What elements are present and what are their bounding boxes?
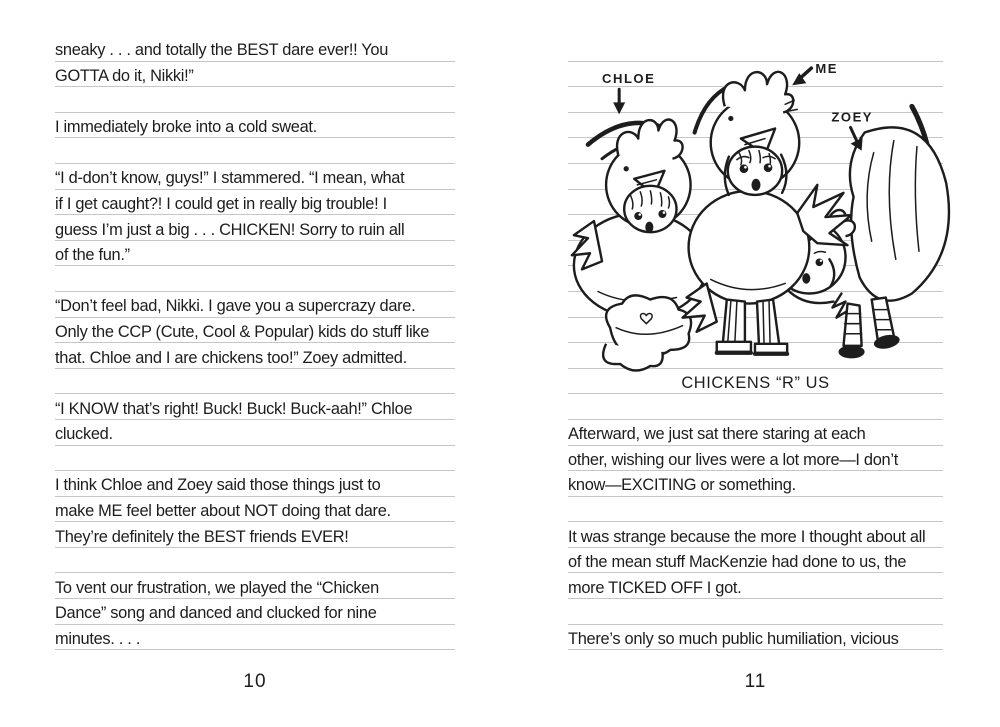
- me-figure: [683, 72, 852, 354]
- chloe-figure: [572, 120, 707, 371]
- text-line: other, wishing our lives were a lot more—I don’t: [568, 446, 943, 472]
- text-line: I immediately broke into a cold sweat.: [55, 113, 455, 139]
- text-line: [55, 138, 455, 164]
- chicken-costumes-illustration: [557, 44, 961, 376]
- label-me-text: ME: [815, 61, 838, 77]
- text-line: [55, 548, 455, 574]
- text-line: It was strange because the more I thought about all: [568, 522, 943, 548]
- text-line: that. Chloe and I are chickens too!” Zoey admitted.: [55, 343, 455, 369]
- text-line: of the mean stuff MacKenzie had done to us, the: [568, 548, 943, 574]
- text-line: [55, 87, 455, 113]
- text-line: make ME feel better about NOT doing that dare.: [55, 497, 455, 523]
- text-line: know—EXCITING or something.: [568, 471, 943, 497]
- text-line: CHICKENS “R” US: [568, 369, 943, 395]
- text-line: [55, 369, 455, 395]
- text-line: [55, 446, 455, 472]
- label-chloe-text: CHLOE: [602, 71, 656, 87]
- label-zoey-text: ZOEY: [831, 109, 874, 125]
- text-line: Afterward, we just sat there staring at each: [568, 420, 943, 446]
- text-line: [55, 266, 455, 292]
- text-line: “I d-don’t know, guys!” I stammered. “I mean, what: [55, 164, 455, 190]
- text-line: guess I’m just a big . . . CHICKEN! Sorry to ruin all: [55, 215, 455, 241]
- text-line: To vent our frustration, we played the “Chicken: [55, 573, 455, 599]
- text-line: [568, 497, 943, 523]
- text-line: clucked.: [55, 420, 455, 446]
- text-line: sneaky . . . and totally the BEST dare ever!! You: [55, 36, 455, 62]
- text-line: if I get caught?! I could get in really big trouble! I: [55, 190, 455, 216]
- text-line: There’s only so much public humiliation, vicious: [568, 625, 943, 651]
- page-number: 11: [744, 671, 767, 692]
- label-chloe: [602, 71, 655, 114]
- text-line: minutes. . . .: [55, 625, 455, 651]
- label-me: [792, 61, 838, 85]
- text-line: [568, 394, 943, 420]
- text-line: more TICKED OFF I got.: [568, 573, 943, 599]
- text-line: Dance” song and danced and clucked for nine: [55, 599, 455, 625]
- text-line: Only the CCP (Cute, Cool & Popular) kids do stuff like: [55, 318, 455, 344]
- text-line: I think Chloe and Zoey said those things just to: [55, 471, 455, 497]
- down-arrow-icon: [613, 102, 625, 114]
- text-line: “I KNOW that’s right! Buck! Buck! Buck-aah!” Chloe: [55, 394, 455, 420]
- text-line: [568, 599, 943, 625]
- left-page-text: [55, 36, 455, 650]
- page-number: 10: [243, 671, 267, 692]
- text-line: GOTTA do it, Nikki!”: [55, 62, 455, 88]
- text-line: They’re definitely the BEST friends EVER!: [55, 522, 455, 548]
- chicken-costumes-drawing: [557, 44, 961, 376]
- text-line: “Don’t feel bad, Nikki. I gave you a supercrazy dare.: [55, 292, 455, 318]
- text-line: of the fun.”: [55, 241, 455, 267]
